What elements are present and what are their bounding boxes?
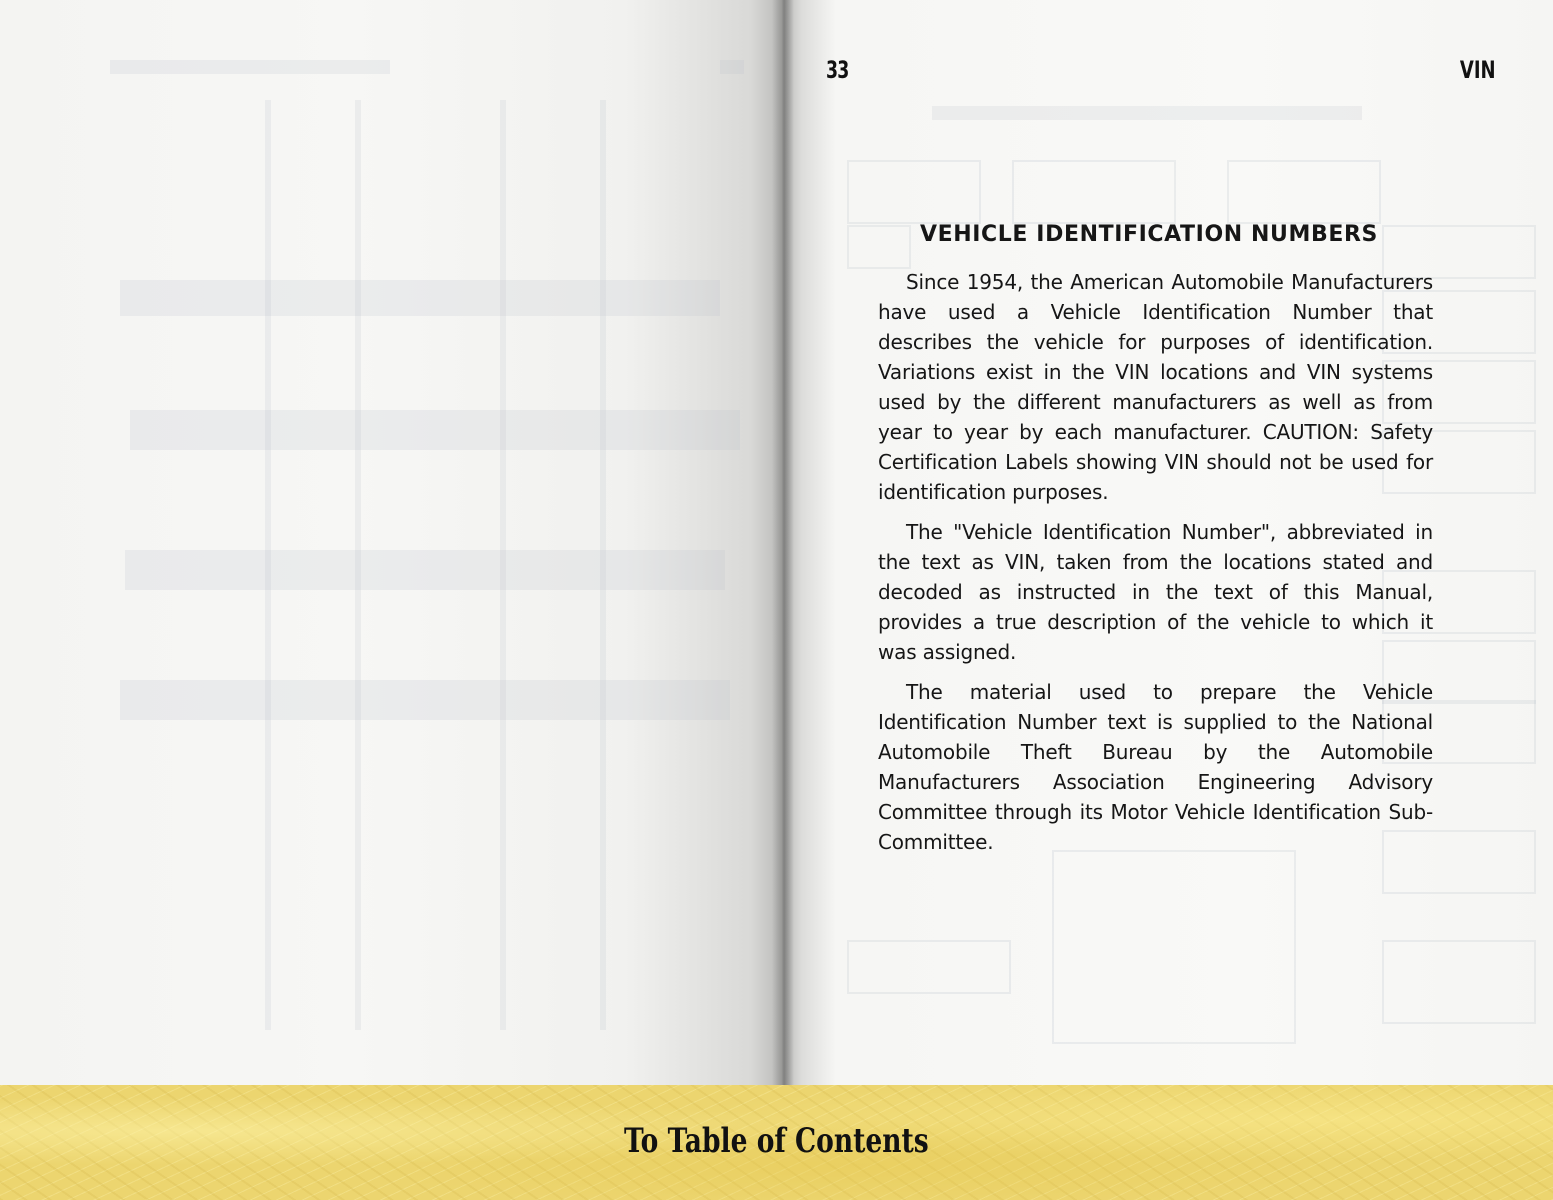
bleed-through-mark (110, 60, 390, 74)
running-head: VIN (1460, 56, 1496, 84)
bleed-through-mark (720, 60, 744, 74)
bleed-through-box (1052, 850, 1296, 1044)
bleed-through-mark (500, 100, 506, 1030)
bleed-through-box (847, 940, 1011, 994)
book-gutter (772, 0, 794, 1085)
table-of-contents-link[interactable] (0, 1121, 1553, 1161)
footer-bar (0, 1085, 1553, 1200)
paragraph: Since 1954, the American Automobile Manufacturers have used a Vehicle Identification Number that describes the vehicle for purposes of identification. Variations exist in the VIN locations and VIN systems used by the different manufacturers as well as from year to year by each manufacturer. CAUTION: Safety Certification Labels showing VIN should not be used for identification purposes. (878, 270, 1433, 504)
bleed-through-mark (600, 100, 606, 1030)
bleed-through-mark (932, 106, 1362, 120)
bleed-through-mark (125, 550, 725, 590)
bleed-through-box (1382, 940, 1536, 1024)
bleed-through-box (847, 160, 981, 224)
bleed-through-mark (130, 410, 740, 450)
bleed-through-box (1227, 160, 1381, 224)
table-of-contents-link-label: To Table of Contents (624, 1121, 929, 1161)
bleed-through-mark (265, 100, 271, 1030)
article (878, 222, 1433, 867)
bleed-through-mark (120, 680, 730, 720)
article-title: VEHICLE IDENTIFICATION NUMBERS (920, 222, 1378, 247)
bleed-through-mark (355, 100, 361, 1030)
page-number: 33 (826, 56, 849, 84)
paragraph: The "Vehicle Identification Number", abbreviated in the text as VIN, taken from the locations stated and decoded as instructed in the text of this Manual, provides a true description of the vehicle to which it was assigned. (878, 520, 1433, 664)
bleed-through-box (1012, 160, 1176, 224)
paragraph: The material used to prepare the Vehicle Identification Number text is supplied to the National Automobile Theft Bureau by the Automobile Manufacturers Association Engineering Advisory Committee through its Motor Vehicle Identification Sub-Committee. (878, 680, 1433, 854)
left-page (0, 0, 782, 1085)
bleed-through-mark (120, 280, 720, 316)
